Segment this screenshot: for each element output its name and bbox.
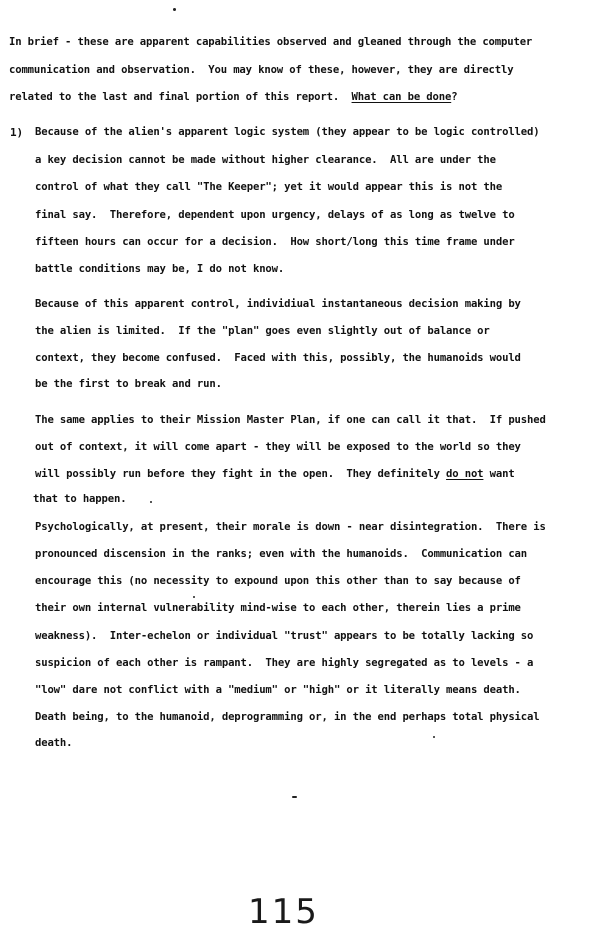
intro-line-1: In brief - these are apparent capabilities observed and gleaned through the computer [9, 36, 533, 48]
p4-line-8: Death being, to the humanoid, deprogramming or, in the end perhaps total physical [35, 711, 540, 723]
p1-line-1: Because of the alien's apparent logic system (they appear to be logic controlled) [35, 126, 540, 138]
scan-speck [173, 8, 176, 11]
p4-line-5: weakness). Inter-echelon or individual "trust" appears to be totally lacking so [35, 630, 534, 642]
p1-line-3: control of what they call "The Keeper"; yet it would appear this is not the [35, 181, 503, 193]
p3-line-3-text: will possibly run before they fight in the open. They definitely [35, 468, 447, 480]
p3-line-2: out of context, it will come apart - they will be exposed to the world so they [35, 441, 521, 453]
p3-line-1: The same applies to their Mission Master Plan, if one can call it that. If pushed [35, 414, 546, 426]
question-mark: ? [451, 91, 458, 103]
p4-line-9: death. [35, 737, 73, 749]
p4-line-2: pronounced discension in the ranks; even with the humanoids. Communication can [35, 548, 528, 560]
do-not-underlined: do not [446, 468, 484, 480]
p1-line-4: final say. Therefore, dependent upon urgency, delays of as long as twelve to [35, 209, 515, 221]
intro-line-3-text: related to the last and final portion of this report. [9, 91, 352, 103]
intro-line-2: communication and observation. You may know of these, however, they are directly [9, 64, 514, 76]
p4-line-6: suspicion of each other is rampant. They are highly segregated as to levels - a [35, 657, 534, 669]
page-number: 115 [248, 892, 319, 932]
p4-line-4: their own internal vulnerability mind-wise to each other, therein lies a prime [35, 602, 521, 614]
p1-line-5: fifteen hours can occur for a decision. How short/long this time frame under [35, 236, 515, 248]
p4-line-1: Psychologically, at present, their morale is down - near disintegration. There is [35, 521, 546, 533]
p4-line-7: "low" dare not conflict with a "medium" or "high" or it literally means death. [35, 684, 521, 696]
scan-speck [292, 796, 297, 798]
scan-speck [433, 736, 435, 738]
p4-line-3: encourage this (no necessity to expound upon this other than to say because of [35, 575, 521, 587]
p3-line-3-end: want [483, 468, 515, 480]
item-number: 1) [10, 126, 23, 139]
p2-line-2: the alien is limited. If the "plan" goes even slightly out of balance or [35, 325, 490, 337]
what-can-be-done: What can be done [351, 91, 452, 103]
p2-line-1: Because of this apparent control, individiual instantaneous decision making by [35, 298, 521, 310]
p3-line-3 [35, 468, 515, 481]
p1-line-6: battle conditions may be, I do not know. [35, 263, 285, 275]
p1-line-2: a key decision cannot be made without higher clearance. All are under the [35, 154, 496, 166]
p2-line-4: be the first to break and run. [35, 378, 222, 390]
scan-speck [150, 501, 152, 503]
p3-line-4: that to happen. [33, 493, 127, 505]
intro-line-3 [9, 91, 457, 104]
p2-line-3: context, they become confused. Faced with this, possibly, the humanoids would [35, 352, 521, 364]
scan-speck [193, 596, 195, 598]
